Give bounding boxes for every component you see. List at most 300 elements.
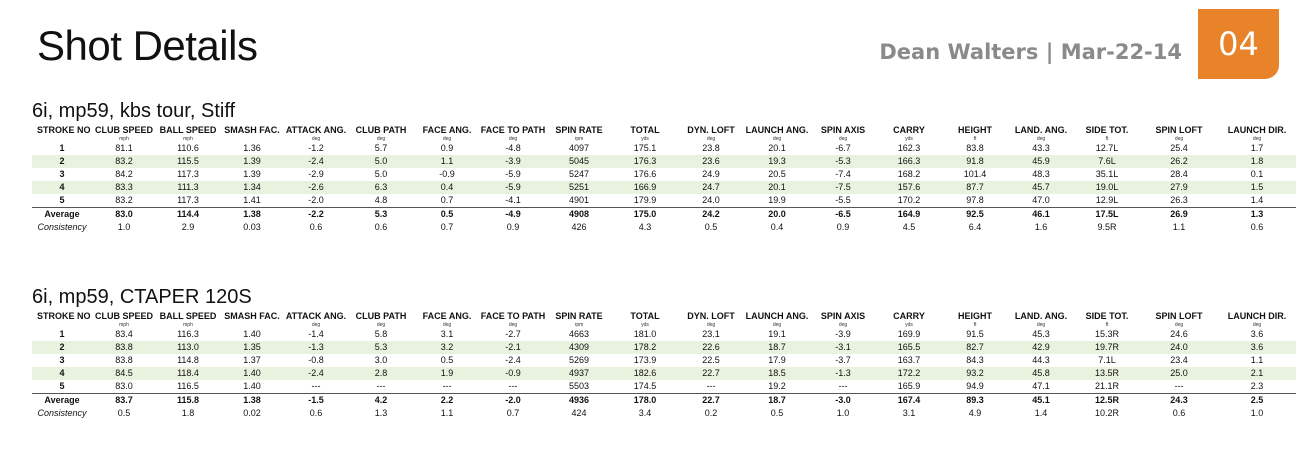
column-header: STROKE NO <box>37 125 91 135</box>
table-cell: --- <box>706 381 716 391</box>
table-cell: 0.03 <box>243 222 261 232</box>
column-unit: deg <box>1252 135 1262 142</box>
table-cell: 4309 <box>546 341 612 354</box>
column-unit: ft <box>973 135 977 142</box>
table-cell: 0.6 <box>374 222 388 232</box>
unit-row <box>32 135 1296 142</box>
table-cell: 18.5 <box>744 367 810 380</box>
table-cell: 1.1 <box>440 408 454 418</box>
table-cell: 0.2 <box>704 408 718 418</box>
table-cell: 5 <box>59 381 65 391</box>
table-cell: 0.7 <box>506 408 520 418</box>
table-cell: 0.9 <box>506 222 520 232</box>
table-cell: 117.3 <box>177 169 199 179</box>
table-cell: 13.5R <box>1074 367 1140 380</box>
table-cell: 22.5 <box>702 355 720 365</box>
table-cell: 157.6 <box>876 181 942 194</box>
table-cell: --- <box>1174 381 1184 391</box>
table-cell: 1.40 <box>243 329 261 339</box>
table-cell: 176.3 <box>612 155 678 168</box>
column-header: SMASH FAC. <box>224 125 280 135</box>
table-cell: 28.4 <box>1170 169 1188 179</box>
table-cell: 116.3 <box>177 329 199 339</box>
table-cell: 181.0 <box>633 329 657 339</box>
table-cell: 1.3 <box>1218 208 1296 222</box>
column-header: SPIN LOFT <box>1155 125 1203 135</box>
table-cell: 22.7 <box>678 367 744 380</box>
table-cell: 1.36 <box>243 143 261 153</box>
table-cell: 83.0 <box>92 208 156 222</box>
column-unit: rpm <box>574 321 584 328</box>
table-cell: 48.3 <box>1032 169 1050 179</box>
column-header: STROKE NO <box>37 311 91 321</box>
column-header: FACE TO PATH <box>480 125 546 135</box>
table-cell: 84.3 <box>966 355 984 365</box>
column-header: CLUB SPEED <box>94 311 153 321</box>
table-cell: 45.7 <box>1008 181 1074 194</box>
table-cell: 4.8 <box>374 195 388 205</box>
column-header: LAND. ANG. <box>1014 311 1068 321</box>
table-cell: 1.0 <box>836 408 850 418</box>
table-cell: 173.9 <box>633 355 657 365</box>
table-cell: 166.9 <box>612 181 678 194</box>
table-cell: 18.7 <box>744 394 810 408</box>
column-unit: deg <box>1174 321 1184 328</box>
column-header: BALL SPEED <box>159 311 217 321</box>
table-cell: 26.3 <box>1170 195 1188 205</box>
table-cell: -7.4 <box>835 169 851 179</box>
column-unit: deg <box>376 321 386 328</box>
column-unit: yds <box>905 321 913 328</box>
column-unit: deg <box>1036 135 1046 142</box>
consistency-row <box>32 221 1296 234</box>
table-cell: 0.02 <box>243 408 261 418</box>
table-cell: -5.5 <box>835 195 851 205</box>
table-cell: 178.2 <box>612 341 678 354</box>
column-header: SPIN RATE <box>555 311 603 321</box>
table-cell: 25.4 <box>1170 143 1188 153</box>
table-cell: 5.3 <box>348 341 414 354</box>
table-cell: 2.9 <box>181 222 195 232</box>
table-cell: 9.5R <box>1097 222 1117 232</box>
table-cell: 24.2 <box>678 208 744 222</box>
table-cell: 12.9L <box>1095 195 1119 205</box>
column-header: DYN. LOFT <box>687 125 735 135</box>
shot-section <box>32 99 1287 234</box>
table-cell: 1.9 <box>414 367 480 380</box>
table-cell: 19.1 <box>768 329 786 339</box>
page-title: Shot Details <box>37 22 258 69</box>
table-cell: Consistency <box>37 222 87 232</box>
table-cell: 0.5 <box>770 408 784 418</box>
column-unit: deg <box>772 135 782 142</box>
table-cell: Consistency <box>37 408 87 418</box>
table-cell: 5.3 <box>348 208 414 222</box>
table-cell: 4937 <box>546 367 612 380</box>
table-cell: 1.4 <box>1034 408 1048 418</box>
table-cell: 20.1 <box>744 181 810 194</box>
table-cell: 4 <box>32 181 92 194</box>
table-row <box>32 328 1296 341</box>
column-unit: rpm <box>574 135 584 142</box>
table-cell: 2.3 <box>1250 381 1264 391</box>
table-cell: 45.1 <box>1008 394 1074 408</box>
table-cell: -4.9 <box>480 208 546 222</box>
table-cell: 2.2 <box>414 394 480 408</box>
table-cell: --- <box>838 381 848 391</box>
table-cell: 165.9 <box>897 381 921 391</box>
page-number-badge: 04 <box>1198 9 1279 79</box>
table-cell: 1.1 <box>1172 222 1186 232</box>
column-unit: mph <box>183 135 193 142</box>
table-cell: 1.0 <box>117 222 131 232</box>
table-cell: 83.7 <box>92 394 156 408</box>
section-title: 6i, mp59, CTAPER 120S <box>32 286 252 308</box>
column-unit: deg <box>376 135 386 142</box>
table-cell: 1.38 <box>220 208 284 222</box>
table-cell: -3.9 <box>835 329 851 339</box>
player-date-label: Dean Walters | Mar-22-14 <box>879 40 1182 64</box>
column-header: LAUNCH DIR. <box>1227 311 1287 321</box>
column-header: SMASH FAC. <box>224 311 280 321</box>
table-cell: -1.3 <box>810 367 876 380</box>
table-cell: 2 <box>32 155 92 168</box>
table-cell: 169.9 <box>897 329 921 339</box>
table-cell: --- <box>311 381 321 391</box>
table-cell: --- <box>508 381 518 391</box>
average-row <box>32 394 1296 408</box>
column-unit: ft <box>1105 135 1109 142</box>
table-cell: 3.1 <box>440 329 454 339</box>
table-cell: 1.5 <box>1218 181 1296 194</box>
table-row <box>32 194 1296 208</box>
column-unit: deg <box>442 135 452 142</box>
column-header: FACE ANG. <box>422 311 472 321</box>
column-header: LAND. ANG. <box>1014 125 1068 135</box>
table-cell: 5.7 <box>374 143 388 153</box>
table-cell: 7.6L <box>1074 155 1140 168</box>
table-cell: 1 <box>59 143 65 153</box>
table-cell: -2.2 <box>284 208 348 222</box>
column-header: TOTAL <box>630 125 660 135</box>
table-cell: 2 <box>32 341 92 354</box>
table-cell: 3 <box>59 169 65 179</box>
table-cell: -6.7 <box>835 143 851 153</box>
column-unit: mph <box>183 321 193 328</box>
table-cell: 110.6 <box>177 143 199 153</box>
header-row <box>32 311 1296 321</box>
column-unit <box>32 321 92 328</box>
table-cell: -1.3 <box>284 341 348 354</box>
table-cell: 3.0 <box>374 355 388 365</box>
table-cell: -2.4 <box>505 355 521 365</box>
table-cell: 5269 <box>568 355 590 365</box>
column-header: CLUB PATH <box>355 311 407 321</box>
table-cell: 17.9 <box>768 355 786 365</box>
table-cell: 19.9 <box>768 195 786 205</box>
table-cell: -7.5 <box>810 181 876 194</box>
column-header: LAUNCH DIR. <box>1227 125 1287 135</box>
table-cell: 12.7L <box>1095 143 1119 153</box>
table-cell: 0.7 <box>440 195 454 205</box>
table-cell: -2.7 <box>505 329 521 339</box>
table-cell: 89.3 <box>942 394 1008 408</box>
shot-table <box>32 311 1296 420</box>
consistency-row <box>32 407 1296 420</box>
table-cell: 44.3 <box>1032 355 1050 365</box>
table-cell: 113.0 <box>156 341 220 354</box>
table-cell: -3.7 <box>835 355 851 365</box>
table-cell: 5.0 <box>348 155 414 168</box>
table-cell: 118.4 <box>156 367 220 380</box>
table-cell: 0.6 <box>1172 408 1186 418</box>
table-cell: 6.4 <box>968 222 982 232</box>
column-unit: mph <box>119 135 129 142</box>
table-cell: 5 <box>59 195 65 205</box>
table-cell: -0.8 <box>308 355 324 365</box>
header-row <box>32 125 1296 135</box>
table-cell: -6.5 <box>810 208 876 222</box>
table-cell: 3.1 <box>902 408 916 418</box>
table-cell: 115.8 <box>156 394 220 408</box>
shot-table <box>32 125 1296 234</box>
table-cell: 1.6 <box>1034 222 1048 232</box>
column-unit: deg <box>838 135 848 142</box>
table-cell: 4908 <box>546 208 612 222</box>
table-cell: 83.8 <box>966 143 984 153</box>
table-cell: 115.5 <box>156 155 220 168</box>
column-header: LAUNCH ANG. <box>745 125 809 135</box>
table-cell: 94.9 <box>966 381 984 391</box>
table-cell: 4 <box>32 367 92 380</box>
column-unit: deg <box>1252 321 1262 328</box>
table-cell: 3.2 <box>414 341 480 354</box>
table-cell: 3 <box>59 355 65 365</box>
table-cell: 1.37 <box>243 355 261 365</box>
column-header: SPIN RATE <box>555 125 603 135</box>
table-cell: 23.1 <box>702 329 720 339</box>
column-unit: deg <box>706 135 716 142</box>
table-cell: -2.4 <box>284 155 348 168</box>
table-cell: 20.1 <box>768 143 786 153</box>
table-cell: 5247 <box>568 169 590 179</box>
table-cell: 27.9 <box>1140 181 1218 194</box>
table-cell: 0.5 <box>704 222 718 232</box>
table-cell: 4901 <box>568 195 590 205</box>
column-unit: yds <box>641 321 649 328</box>
table-cell: 46.1 <box>1008 208 1074 222</box>
table-cell: 83.2 <box>115 195 133 205</box>
table-cell: 168.2 <box>897 169 921 179</box>
table-cell: 424 <box>571 408 587 418</box>
table-cell: 1.3 <box>374 408 388 418</box>
table-cell: --- <box>376 381 386 391</box>
table-cell: 83.8 <box>115 355 133 365</box>
table-cell: 426 <box>571 222 587 232</box>
table-cell: 114.8 <box>177 355 199 365</box>
table-cell: 172.2 <box>876 367 942 380</box>
table-row <box>32 155 1296 168</box>
column-unit: deg <box>706 321 716 328</box>
table-cell: 26.9 <box>1140 208 1218 222</box>
table-cell: 5.0 <box>374 169 388 179</box>
shot-section <box>32 285 1287 420</box>
table-cell: -0.9 <box>480 367 546 380</box>
unit-row <box>32 321 1296 328</box>
table-cell: 2.5 <box>1218 394 1296 408</box>
table-cell: 163.7 <box>897 355 921 365</box>
table-cell: 117.3 <box>177 195 199 205</box>
table-cell: -5.3 <box>810 155 876 168</box>
table-cell: 19.2 <box>768 381 786 391</box>
table-cell: -2.1 <box>480 341 546 354</box>
table-cell: 1.8 <box>1218 155 1296 168</box>
column-header: HEIGHT <box>957 125 992 135</box>
table-cell: 24.0 <box>702 195 720 205</box>
table-cell: 1.41 <box>243 195 261 205</box>
table-cell: -3.9 <box>480 155 546 168</box>
column-header: ATTACK ANG. <box>285 311 347 321</box>
table-cell: 0.6 <box>1250 222 1264 232</box>
table-cell: 18.7 <box>744 341 810 354</box>
column-unit <box>220 321 284 328</box>
table-cell: 42.9 <box>1008 341 1074 354</box>
table-cell: 24.3 <box>1140 394 1218 408</box>
table-cell: 174.5 <box>633 381 657 391</box>
table-cell: 111.3 <box>156 181 220 194</box>
column-header: LAUNCH ANG. <box>745 311 809 321</box>
column-header: SIDE TOT. <box>1085 311 1129 321</box>
table-cell: 92.5 <box>942 208 1008 222</box>
table-cell: 4.3 <box>638 222 652 232</box>
column-unit: deg <box>1174 135 1184 142</box>
column-unit: ft <box>1105 321 1109 328</box>
table-row <box>32 168 1296 181</box>
table-cell: 25.0 <box>1140 367 1218 380</box>
table-cell: 91.8 <box>942 155 1008 168</box>
table-cell: 35.1L <box>1095 169 1119 179</box>
table-cell: 24.6 <box>1170 329 1188 339</box>
table-cell: 2.1 <box>1218 367 1296 380</box>
table-cell: 0.9 <box>836 222 850 232</box>
table-cell: -2.4 <box>284 367 348 380</box>
table-cell: 4.2 <box>348 394 414 408</box>
table-cell: 12.5R <box>1074 394 1140 408</box>
table-cell: 22.7 <box>678 394 744 408</box>
table-cell: 23.8 <box>702 143 720 153</box>
table-cell: 1.39 <box>243 169 261 179</box>
average-row <box>32 208 1296 222</box>
table-cell: 43.3 <box>1032 143 1050 153</box>
table-cell: --- <box>442 381 452 391</box>
table-cell: 23.4 <box>1170 355 1188 365</box>
column-unit: deg <box>838 321 848 328</box>
table-cell: 24.7 <box>678 181 744 194</box>
table-cell: -2.9 <box>308 169 324 179</box>
table-cell: -0.9 <box>439 169 455 179</box>
table-row <box>32 354 1296 367</box>
column-unit: deg <box>1036 321 1046 328</box>
table-row <box>32 181 1296 194</box>
table-cell: 47.0 <box>1032 195 1050 205</box>
table-cell: 164.9 <box>876 208 942 222</box>
table-cell: 19.7R <box>1074 341 1140 354</box>
column-header: TOTAL <box>630 311 660 321</box>
table-cell: 87.7 <box>942 181 1008 194</box>
column-unit: mph <box>119 321 129 328</box>
table-cell: 19.0L <box>1074 181 1140 194</box>
column-unit: deg <box>311 321 321 328</box>
table-cell: 24.9 <box>702 169 720 179</box>
table-cell: 179.9 <box>633 195 657 205</box>
table-cell: 23.6 <box>678 155 744 168</box>
column-unit: yds <box>905 135 913 142</box>
table-cell: 5045 <box>546 155 612 168</box>
column-unit: deg <box>508 321 518 328</box>
table-cell: 0.5 <box>440 355 454 365</box>
table-cell: 0.1 <box>1250 169 1264 179</box>
table-cell: 5251 <box>546 181 612 194</box>
column-header: SPIN AXIS <box>820 125 866 135</box>
table-cell: 114.4 <box>156 208 220 222</box>
column-unit <box>32 135 92 142</box>
column-header: SPIN LOFT <box>1155 311 1203 321</box>
column-header: HEIGHT <box>957 311 992 321</box>
table-cell: 0.5 <box>117 408 131 418</box>
table-cell: 4097 <box>568 143 590 153</box>
column-header: CLUB SPEED <box>94 125 153 135</box>
table-cell: 10.2R <box>1094 408 1120 418</box>
table-cell: 5503 <box>568 381 590 391</box>
table-cell: 1 <box>59 329 65 339</box>
table-cell: 1.39 <box>220 155 284 168</box>
column-unit: deg <box>772 321 782 328</box>
table-cell: 1.1 <box>414 155 480 168</box>
table-cell: 1.4 <box>1250 195 1264 205</box>
table-cell: -5.9 <box>480 181 546 194</box>
table-cell: 24.0 <box>1140 341 1218 354</box>
table-cell: 182.6 <box>612 367 678 380</box>
table-cell: 178.0 <box>612 394 678 408</box>
table-row <box>32 142 1296 155</box>
table-cell: 4663 <box>568 329 590 339</box>
table-cell: 84.2 <box>115 169 133 179</box>
table-cell: -1.4 <box>308 329 324 339</box>
table-cell: 2.8 <box>348 367 414 380</box>
table-cell: 45.8 <box>1008 367 1074 380</box>
table-cell: 116.5 <box>177 381 199 391</box>
table-cell: 20.5 <box>768 169 786 179</box>
table-cell: -5.9 <box>505 169 521 179</box>
table-cell: 17.5L <box>1074 208 1140 222</box>
table-cell: 83.2 <box>92 155 156 168</box>
table-cell: 22.6 <box>678 341 744 354</box>
column-header: CARRY <box>893 125 925 135</box>
table-cell: 4936 <box>546 394 612 408</box>
column-header: CARRY <box>893 311 925 321</box>
table-cell: 21.1R <box>1094 381 1120 391</box>
column-header: FACE ANG. <box>422 125 472 135</box>
column-unit: deg <box>508 135 518 142</box>
table-cell: 84.5 <box>92 367 156 380</box>
table-cell: -3.1 <box>810 341 876 354</box>
table-cell: 170.2 <box>897 195 921 205</box>
table-cell: 0.4 <box>770 222 784 232</box>
table-cell: 45.9 <box>1008 155 1074 168</box>
table-cell: 7.1L <box>1098 355 1116 365</box>
table-cell: Average <box>32 394 92 408</box>
table-cell: 166.3 <box>876 155 942 168</box>
